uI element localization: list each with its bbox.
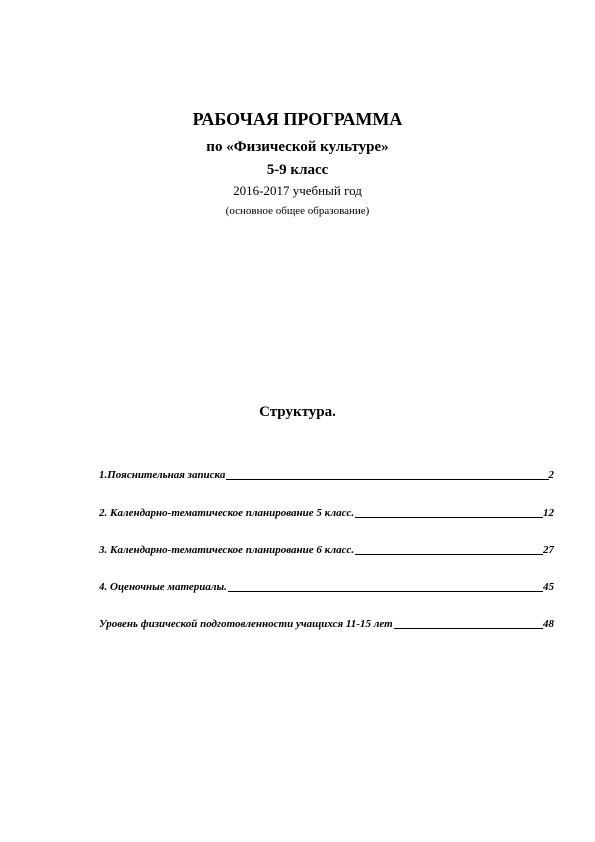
toc-entry — [99, 543, 554, 557]
toc-entry — [99, 617, 554, 631]
toc-entry-page: 27 — [543, 544, 554, 556]
subject-line: по «Физической культуре» — [206, 139, 389, 155]
toc-entry-label: 1.Пояснительная записка — [99, 469, 226, 481]
toc-entry-label: Уровень физической подготовленности учащихся 11-15 лет — [99, 618, 393, 630]
toc-entry-page: 48 — [543, 618, 554, 630]
toc-leader-line — [394, 618, 543, 629]
academic-year: 2016-2017 учебный год — [233, 183, 362, 198]
toc-leader-line — [226, 469, 548, 480]
document-title: РАБОЧАЯ ПРОГРАММА — [192, 109, 403, 129]
toc-entry-page: 2 — [548, 469, 554, 481]
toc-entry-page: 12 — [543, 507, 554, 519]
toc-entry — [99, 468, 554, 482]
toc-leader-line — [228, 581, 543, 592]
education-level: (основное общее образование) — [225, 205, 370, 217]
toc-entry-page: 45 — [543, 581, 554, 593]
toc-entry-label: 2. Календарно-тематическое планирование 5 класс. — [99, 507, 355, 519]
grade-line: 5-9 класс — [266, 162, 329, 178]
toc-leader-line — [355, 507, 543, 518]
structure-heading: Структура. — [259, 404, 336, 420]
toc-entry — [99, 580, 554, 594]
toc-entry — [99, 506, 554, 520]
toc-leader-line — [355, 544, 543, 555]
toc-entry-label: 3. Календарно-тематическое планирование 6 класс. — [99, 544, 355, 556]
toc-entry-label: 4. Оценочные материалы. — [99, 581, 227, 593]
